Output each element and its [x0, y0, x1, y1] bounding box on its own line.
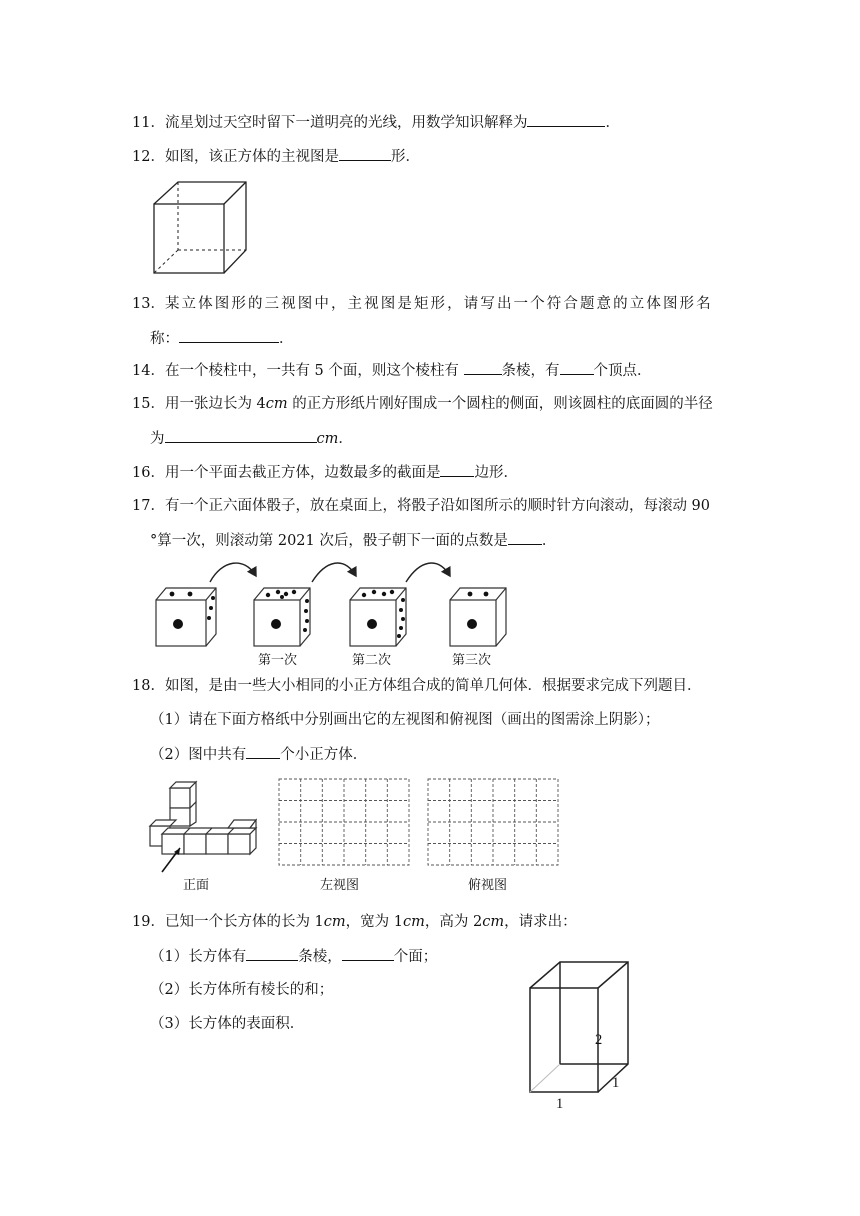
answer-blank[interactable] — [246, 744, 280, 759]
question-number: 14． — [132, 363, 165, 379]
punct: ． — [605, 115, 620, 131]
question-number: 18． — [132, 678, 165, 694]
question-number: 17． — [132, 498, 165, 514]
question-number: 11． — [132, 115, 165, 131]
question-text: 形． — [390, 149, 420, 165]
question-text: （2）长方体所有棱长的和； — [150, 982, 334, 998]
question-text: ，请求出： — [504, 914, 577, 930]
question-19-part1 — [150, 946, 437, 967]
die-third-roll — [450, 588, 506, 646]
caption-left-view: 左视图 — [320, 878, 360, 893]
question-17 — [132, 496, 710, 516]
dim-length-label: 1 — [556, 1096, 564, 1112]
question-text: 某立体图形的三视图中，主视图是矩形，请写出一个符合题意的立体图形名 — [164, 296, 713, 312]
question-text: 如图，该正方体的主视图是 — [164, 149, 339, 165]
unit: cm — [482, 914, 505, 930]
question-15 — [132, 394, 713, 414]
punct: ． — [279, 331, 294, 347]
question-text: 条棱， — [298, 949, 342, 965]
roll-arrow-3 — [406, 563, 450, 582]
dim-width-label: 1 — [612, 1075, 620, 1091]
question-13 — [132, 294, 713, 314]
unit: cm — [265, 396, 288, 412]
caption-front: 正面 — [183, 878, 210, 893]
question-text: 为 — [150, 431, 165, 447]
question-11 — [132, 112, 620, 133]
question-text: 在一个棱柱中，一共有 5 个面，则这个棱柱有 — [164, 363, 459, 379]
question-text: 已知一个长方体的长为 1 — [164, 914, 324, 930]
question-number: 16． — [132, 465, 165, 481]
answer-blank[interactable] — [339, 146, 391, 161]
unit: cm — [403, 914, 425, 930]
question-19 — [132, 912, 577, 932]
question-number: 15． — [132, 396, 165, 412]
question-text: 的正方形纸片刚好围成一个圆柱的侧面，则该圆柱的底面圆的半径 — [287, 396, 713, 412]
answer-blank-edges[interactable] — [464, 360, 502, 375]
question-19-part3 — [150, 1014, 304, 1034]
dim-height-label: 2 — [595, 1032, 603, 1048]
question-14 — [132, 360, 652, 381]
question-text: 边形． — [474, 465, 518, 481]
question-text: 流星划过天空时留下一道明亮的光线，用数学知识解释为 — [164, 115, 528, 131]
cuboid-figure — [526, 960, 646, 1120]
question-text: （2）图中共有 — [150, 747, 247, 763]
caption-first-roll: 第一次 — [258, 653, 298, 668]
answer-blank-edges[interactable] — [246, 946, 298, 961]
left-view-grid[interactable] — [278, 778, 412, 868]
answer-blank[interactable] — [165, 428, 317, 443]
answer-blank[interactable] — [179, 328, 279, 343]
punct: ． — [338, 431, 353, 447]
answer-blank[interactable] — [527, 112, 605, 127]
caption-top-view: 俯视图 — [468, 878, 508, 893]
question-text: 个顶点． — [593, 363, 652, 379]
question-text: 称： — [150, 331, 179, 347]
unit: cm — [316, 431, 339, 447]
question-text: ，宽为 1 — [345, 914, 404, 930]
question-number: 12． — [132, 149, 165, 165]
question-text: ，高为 2 — [424, 914, 483, 930]
question-18-part1 — [150, 710, 659, 730]
question-12 — [132, 146, 420, 167]
question-text: 用一个平面去截正方体，边数最多的截面是 — [164, 465, 441, 481]
answer-blank[interactable] — [508, 530, 542, 545]
unit: cm — [323, 914, 346, 930]
question-15-line2 — [150, 428, 353, 449]
question-text: 个小正方体． — [280, 747, 368, 763]
stacked-cubes-figure — [146, 778, 266, 883]
question-text: 用一张边长为 4 — [164, 396, 266, 412]
question-16 — [132, 462, 518, 483]
question-number: 13． — [132, 296, 165, 312]
question-text: （1）请在下面方格纸中分别画出它的左视图和俯视图（画出的图需涂上阴影）； — [150, 712, 660, 728]
question-text: 条棱，有 — [501, 363, 560, 379]
cube-figure — [152, 180, 252, 276]
question-text: 有一个正六面体骰子，放在桌面上，将骰子沿如图所示的顺时针方向滚动，每滚动 90 — [164, 498, 711, 514]
question-17-line2 — [150, 530, 556, 551]
question-19-part2 — [150, 980, 333, 1000]
question-18-part2 — [150, 744, 367, 765]
answer-blank-faces[interactable] — [342, 946, 394, 961]
answer-blank-vertices[interactable] — [560, 360, 594, 375]
question-text: （3）长方体的表面积． — [150, 1016, 305, 1032]
question-text: °算一次，则滚动第 2021 次后，骰子朝下一面的点数是 — [150, 533, 508, 549]
answer-blank[interactable] — [440, 462, 474, 477]
question-text: 如图，是由一些大小相同的小正方体组合成的简单几何体．根据要求完成下列题目． — [164, 678, 702, 694]
question-text: （1）长方体有 — [150, 949, 247, 965]
die-initial — [156, 588, 216, 646]
roll-arrow-2 — [312, 563, 356, 582]
punct: ． — [541, 533, 557, 549]
question-text: 个面； — [393, 949, 438, 965]
caption-third-roll: 第三次 — [452, 653, 492, 668]
question-18 — [132, 676, 701, 696]
question-number: 19． — [132, 914, 165, 930]
top-view-grid[interactable] — [427, 778, 561, 868]
question-13-line2 — [150, 328, 294, 349]
caption-second-roll: 第二次 — [352, 653, 392, 668]
roll-arrow-1 — [210, 563, 256, 582]
